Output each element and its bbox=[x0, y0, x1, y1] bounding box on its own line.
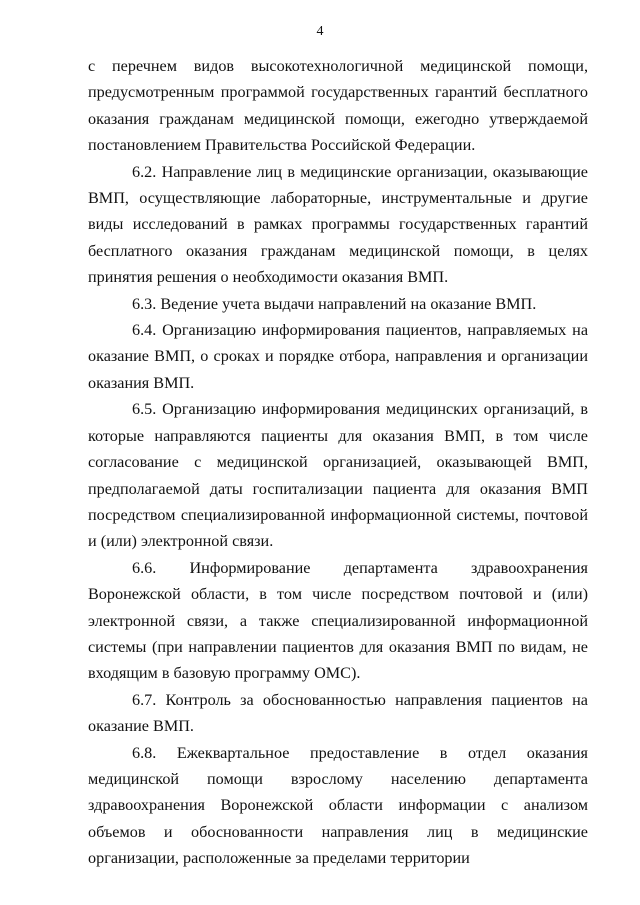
paragraph-6-4: 6.4. Организацию информирования пациентов, направляемых на оказание ВМП, о сроках и порядке отбора, направления и организации оказания ВМП. bbox=[88, 321, 588, 392]
paragraph-6-2: 6.2. Направление лиц в медицинские организации, оказывающие ВМП, осуществляющие лабораторные, инструментальные и другие виды исследований в рамках программы государственных гарантий бесплатного оказания гражданам медицинской помощи, в целях принятия решения о необходимости оказания ВМП. bbox=[88, 162, 588, 287]
page-number: 4 bbox=[316, 24, 324, 39]
paragraph-6-7: 6.7. Контроль за обоснованностью направления пациентов на оказание ВМП. bbox=[88, 690, 588, 736]
paragraph-6-5: 6.5. Организацию информирования медицинских организаций, в которые направляются пациенты для оказания ВМП, в том числе согласование с медицинской организацией, оказывающей ВМП, предполагаемой даты госпитализации пациента для оказания ВМП посредством специализированной информационной системы, почтовой и (или) электронной связи. bbox=[88, 400, 588, 551]
paragraph-6-3: 6.3. Ведение учета выдачи направлений на оказание ВМП. bbox=[132, 294, 537, 313]
document-body bbox=[88, 53, 588, 872]
paragraph-6-6: 6.6. Информирование департамента здравоохранения Воронежской области, в том числе посредством почтовой и (или) электронной связи, а также специализированной информационной системы (при направлении пациентов для оказания ВМП по видам, не входящим в базовую программу ОМС). bbox=[88, 558, 588, 683]
paragraph-continuation: с перечнем видов высокотехнологичной медицинской помощи, предусмотренным программой государственных гарантий бесплатного оказания гражданам медицинской помощи, ежегодно утверждаемой постановлением Правительства Российской Федерации. bbox=[88, 57, 588, 155]
paragraph-6-8: 6.8. Ежеквартальное предоставление в отдел оказания медицинской помощи взрослому населению департамента здравоохранения Воронежской области информации с анализом объемов и обоснованности направления лиц в медицинские организации, расположенные за пределами территории bbox=[88, 743, 588, 868]
